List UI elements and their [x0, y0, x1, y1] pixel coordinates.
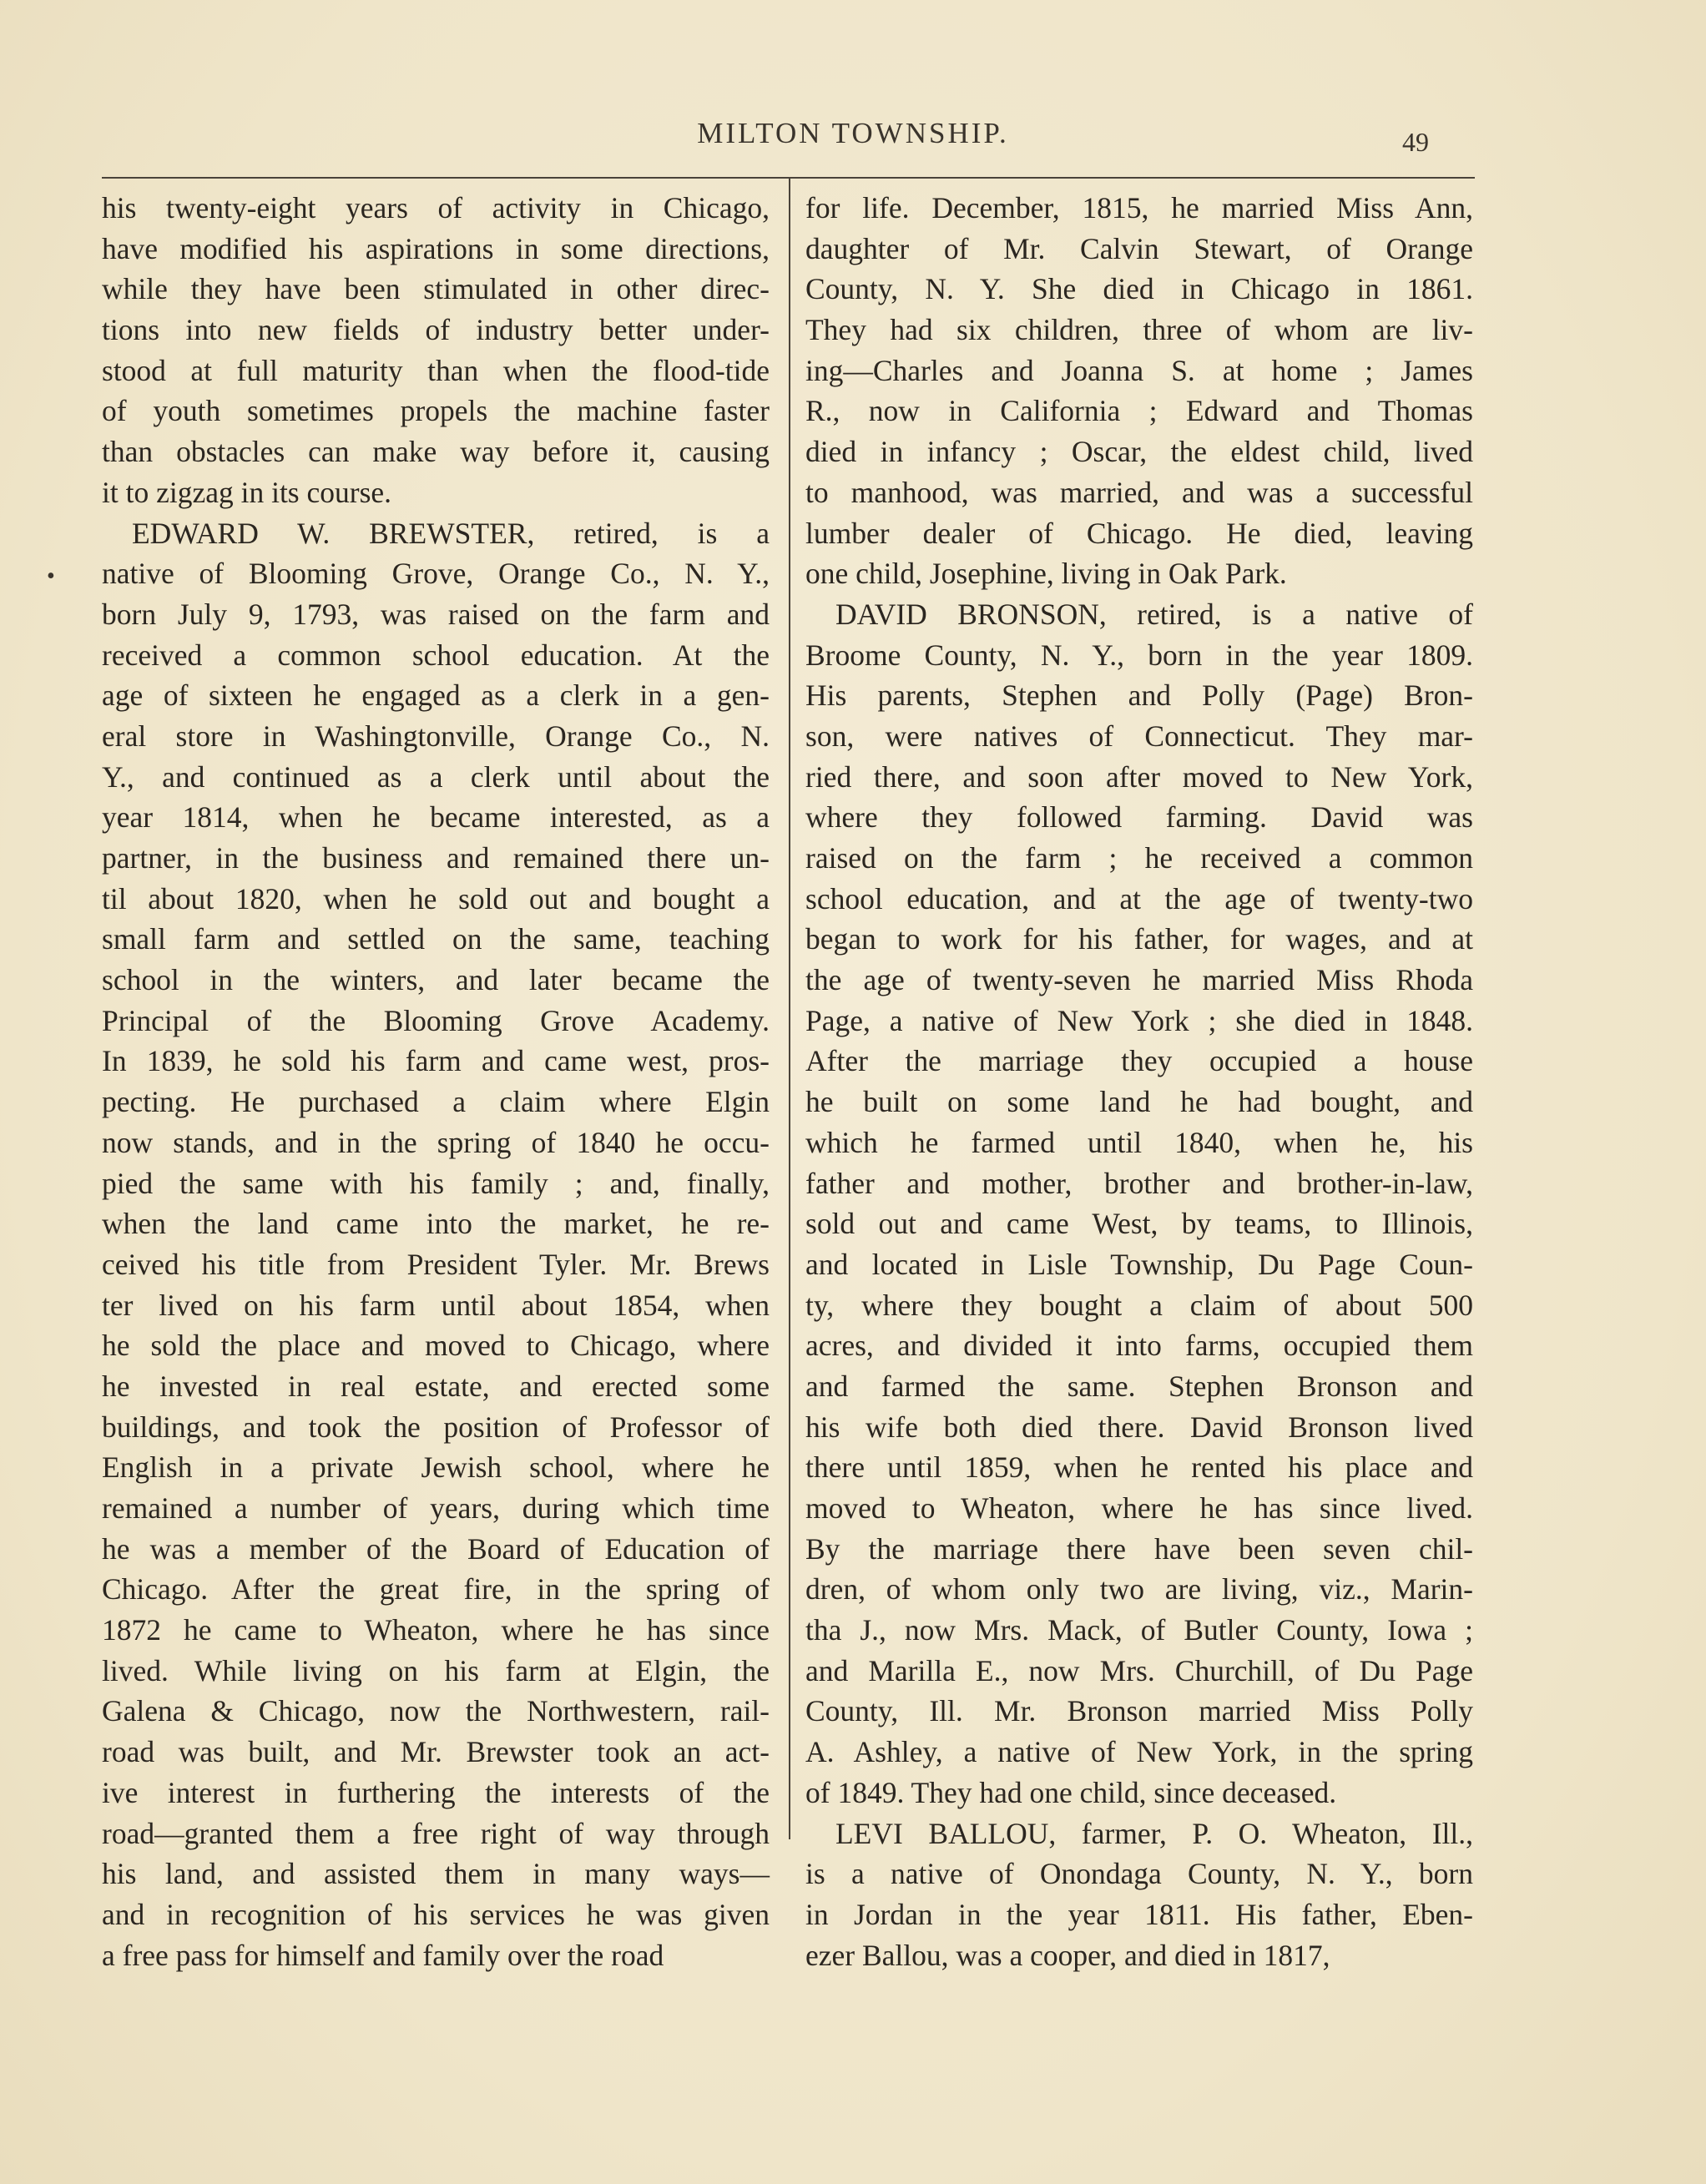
text-line: year 1814, when he became interested, as a — [102, 800, 770, 835]
text-line: partner, in the business and remained there un- — [102, 841, 770, 875]
text-line: and farmed the same. Stephen Bronson and — [805, 1369, 1473, 1403]
text-line: After the marriage they occupied a house — [805, 1044, 1473, 1078]
text-line: road—granted them a free right of way through — [102, 1816, 770, 1850]
text-line: Principal of the Blooming Grove Academy. — [102, 1003, 770, 1037]
text-line: which he farmed until 1840, when he, his — [805, 1125, 1473, 1159]
text-line: LEVI BALLOU, farmer, P. O. Wheaton, Ill., — [835, 1816, 1473, 1850]
text-line: daughter of Mr. Calvin Stewart, of Orange — [805, 231, 1473, 265]
text-line: the age of twenty-seven he married Miss Rhoda — [805, 963, 1473, 997]
text-line: native of Blooming Grove, Orange Co., N. Y., — [102, 557, 770, 591]
text-line: he was a member of the Board of Education of — [102, 1531, 770, 1566]
text-line: raised on the farm ; he received a common — [805, 841, 1473, 875]
text-line: to manhood, was married, and was a successful — [805, 475, 1473, 509]
text-line: ezer Ballou, was a cooper, and died in 1817, — [805, 1938, 1330, 1972]
text-line: eral store in Washingtonville, Orange Co., N. — [102, 719, 770, 753]
text-line: born July 9, 1793, was raised on the farm and — [102, 597, 770, 631]
text-line: stood at full maturity than when the flood-tide — [102, 353, 770, 387]
running-title: MILTON TOWNSHIP. — [697, 117, 1009, 149]
text-line: pecting. He purchased a claim where Elgin — [102, 1085, 770, 1119]
text-line: have modified his aspirations in some directions, — [102, 231, 770, 265]
text-line: received a common school education. At the — [102, 638, 770, 672]
text-line: remained a number of years, during which time — [102, 1491, 770, 1525]
right-column — [805, 188, 1473, 1975]
text-line: father and mother, brother and brother-in-law, — [805, 1166, 1473, 1200]
text-line: R., now in California ; Edward and Thomas — [805, 394, 1473, 428]
text-line: there until 1859, when he rented his place and — [805, 1450, 1473, 1485]
text-line: tha J., now Mrs. Mack, of Butler County, Iowa ; — [805, 1613, 1473, 1647]
text-line: a free pass for himself and family over the road — [102, 1938, 664, 1972]
text-line: now stands, and in the spring of 1840 he occu- — [102, 1125, 770, 1159]
text-line: moved to Wheaton, where he has since lived. — [805, 1491, 1473, 1525]
text-line: his wife both died there. David Bronson lived — [805, 1410, 1473, 1444]
text-line: DAVID BRONSON, retired, is a native of — [835, 597, 1473, 631]
text-line: died in infancy ; Oscar, the eldest child, lived — [805, 435, 1473, 469]
text-line: Broome County, N. Y., born in the year 1809. — [805, 638, 1473, 672]
text-line: he invested in real estate, and erected some — [102, 1369, 770, 1403]
text-line: son, were natives of Connecticut. They mar- — [805, 719, 1473, 753]
text-line: and Marilla E., now Mrs. Churchill, of Du Page — [805, 1653, 1473, 1687]
text-line: acres, and divided it into farms, occupied them — [805, 1329, 1473, 1363]
text-line: of youth sometimes propels the machine faster — [102, 394, 770, 428]
text-line: buildings, and took the position of Professor of — [102, 1410, 770, 1444]
text-line: County, N. Y. She died in Chicago in 1861. — [805, 272, 1473, 306]
text-line: began to work for his father, for wages, and at — [805, 922, 1473, 956]
text-line: he built on some land he had bought, and — [805, 1085, 1473, 1119]
text-line: County, Ill. Mr. Bronson married Miss Polly — [805, 1694, 1473, 1728]
column-divider — [789, 179, 790, 1839]
text-line: ing—Charles and Joanna S. at home ; James — [805, 353, 1473, 387]
text-line: in Jordan in the year 1811. His father, Eben- — [805, 1897, 1473, 1931]
text-line: ive interest in furthering the interests of the — [102, 1775, 770, 1809]
text-line: EDWARD W. BREWSTER, retired, is a — [132, 516, 770, 550]
text-line: age of sixteen he engaged as a clerk in a gen- — [102, 678, 770, 713]
text-line: his twenty-eight years of activity in Chicago, — [102, 191, 770, 224]
text-line: Page, a native of New York ; she died in 1848. — [805, 1003, 1473, 1037]
text-line: In 1839, he sold his farm and came west, pros- — [102, 1044, 770, 1078]
text-line: than obstacles can make way before it, causing — [102, 435, 770, 469]
text-line: ceived his title from President Tyler. Mr. Brews — [102, 1247, 770, 1281]
text-line: and located in Lisle Township, Du Page Coun- — [805, 1247, 1473, 1281]
margin-mark: • — [47, 563, 55, 589]
text-line: it to zigzag in its course. — [102, 475, 392, 509]
text-line: school in the winters, and later became the — [102, 963, 770, 997]
left-column — [102, 188, 770, 1975]
text-line: is a native of Onondaga County, N. Y., born — [805, 1857, 1473, 1891]
text-line: Chicago. After the great fire, in the spring of — [102, 1572, 770, 1606]
text-line: dren, of whom only two are living, viz., Marin- — [805, 1572, 1473, 1606]
text-line: while they have been stimulated in other direc- — [102, 272, 770, 306]
text-line: road was built, and Mr. Brewster took an act- — [102, 1735, 770, 1769]
text-line: 1872 he came to Wheaton, where he has since — [102, 1613, 770, 1647]
page-number: 49 — [1402, 127, 1429, 157]
text-line: pied the same with his family ; and, finally, — [102, 1166, 770, 1200]
text-line: he sold the place and moved to Chicago, where — [102, 1329, 770, 1363]
text-line: small farm and settled on the same, teaching — [102, 922, 770, 956]
text-line: sold out and came West, by teams, to Illinois, — [805, 1207, 1473, 1241]
text-line: A. Ashley, a native of New York, in the spring — [805, 1735, 1473, 1769]
text-line: Galena & Chicago, now the Northwestern, rail- — [102, 1694, 770, 1728]
text-line: They had six children, three of whom are liv- — [805, 313, 1473, 347]
text-line: when the land came into the market, he re- — [102, 1207, 770, 1241]
text-line: Y., and continued as a clerk until about the — [102, 759, 770, 794]
text-line: where they followed farming. David was — [805, 800, 1473, 835]
text-line: school education, and at the age of twenty-two — [805, 881, 1473, 915]
text-line: of 1849. They had one child, since deceased. — [805, 1775, 1337, 1809]
text-line: ter lived on his farm until about 1854, when — [102, 1288, 770, 1322]
text-line: ty, where they bought a claim of about 500 — [805, 1288, 1473, 1322]
text-line: his land, and assisted them in many ways— — [102, 1857, 770, 1891]
text-line: ried there, and soon after moved to New York, — [805, 759, 1473, 794]
text-line: one child, Josephine, living in Oak Park. — [805, 557, 1287, 591]
text-line: tions into new fields of industry better under- — [102, 313, 770, 347]
text-line: lived. While living on his farm at Elgin, the — [102, 1653, 770, 1687]
text-line: His parents, Stephen and Polly (Page) Bron- — [805, 678, 1473, 713]
text-line: By the marriage there have been seven chil- — [805, 1531, 1473, 1566]
text-line: lumber dealer of Chicago. He died, leaving — [805, 516, 1473, 550]
text-line: for life. December, 1815, he married Miss Ann, — [805, 191, 1473, 224]
text-line: til about 1820, when he sold out and bought a — [102, 881, 770, 915]
text-line: English in a private Jewish school, where he — [102, 1450, 770, 1485]
text-line: and in recognition of his services he was given — [102, 1897, 770, 1931]
